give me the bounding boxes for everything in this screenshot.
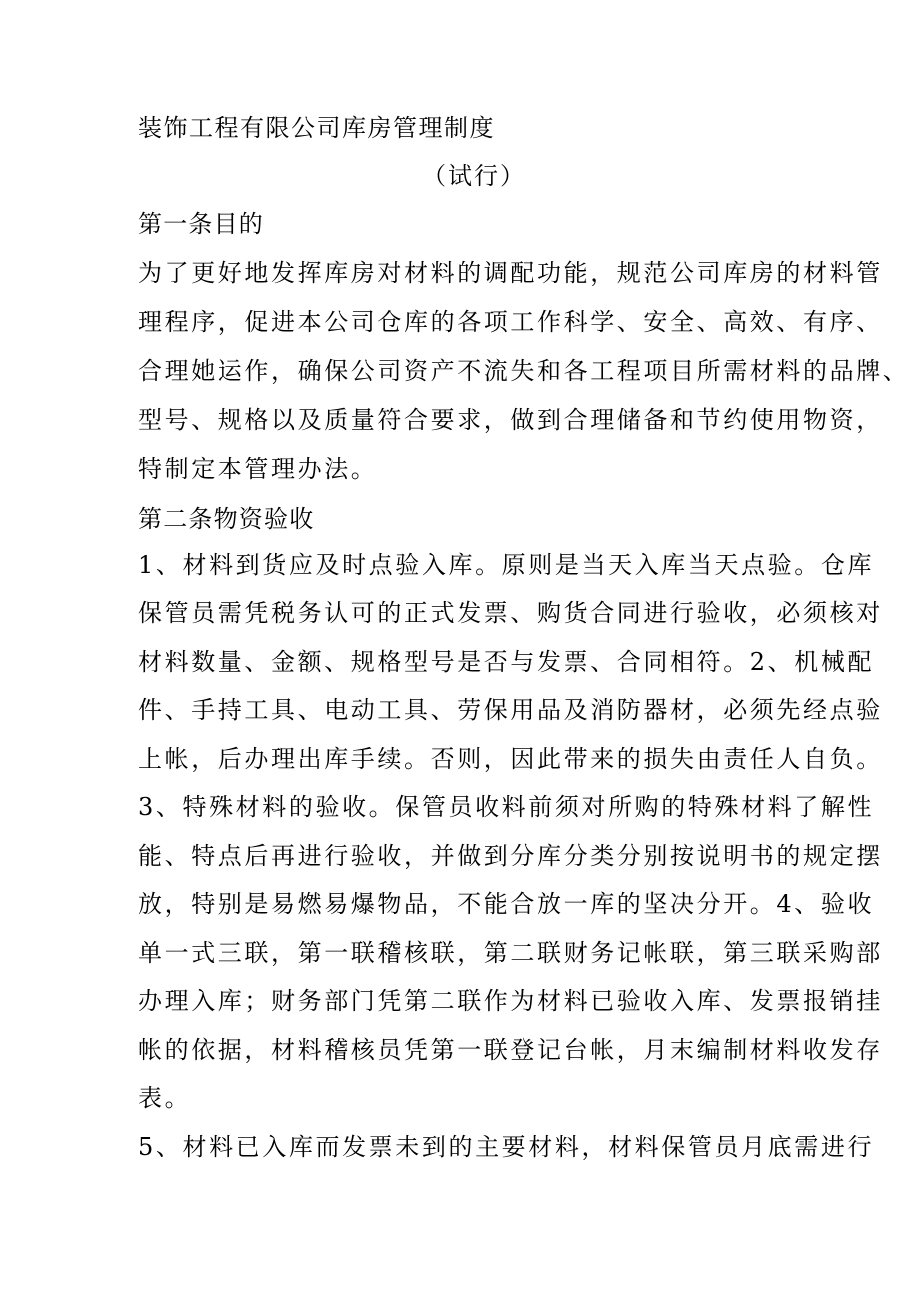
paragraph-line: 型号、规格以及质量符合要求，做到合理储备和节约使用物资， xyxy=(138,406,883,434)
paragraph-line: 办理入库；财务部门凭第二联作为材料已验收入库、发票报销挂 xyxy=(138,987,883,1015)
paragraph-line: 3、特殊材料的验收。保管员收料前须对所购的特殊材料了解性 xyxy=(138,793,875,821)
paragraph-line: 保管员需凭税务认可的正式发票、购货合同进行验收，必须核对 xyxy=(138,599,883,627)
paragraph-line: 特制定本管理办法。 xyxy=(138,455,378,483)
paragraph-line: 上帐，后办理出库手续。否则，因此带来的损失由责任人自负。 xyxy=(138,745,883,773)
section-heading-purpose: 第一条目的 xyxy=(138,210,264,238)
paragraph-line: 放，特别是易燃易爆物品，不能合放一库的坚决分开。4、验收 xyxy=(138,890,875,918)
paragraph-line: 帐的依据，材料稽核员凭第一联登记台帐，月末编制材料收发存 xyxy=(138,1036,883,1064)
paragraph-line: 件、手持工具、电动工具、劳保用品及消防器材，必须先经点验 xyxy=(138,696,883,724)
document-title: 装饰工程有限公司库房管理制度 xyxy=(138,114,495,142)
paragraph-line: 材料数量、金额、规格型号是否与发票、合同相符。2、机械配 xyxy=(138,648,875,676)
paragraph-line: 为了更好地发挥库房对材料的调配功能，规范公司库房的材料管 xyxy=(138,259,883,287)
document-subtitle: （试行） xyxy=(422,162,526,190)
paragraph-line: 合理她运作，确保公司资产不流失和各工程项目所需材料的品牌、 xyxy=(138,357,910,385)
paragraph-line: 能、特点后再进行验收，并做到分库分类分别按说明书的规定摆 xyxy=(138,842,883,870)
paragraph-line: 理程序，促进本公司仓库的各项工作科学、安全、高效、有序、 xyxy=(138,308,883,336)
paragraph-line: 单一式三联，第一联稽核联，第二联财务记帐联，第三联采购部 xyxy=(138,939,883,967)
paragraph-line: 表。 xyxy=(138,1084,192,1112)
section-heading-acceptance: 第二条物资验收 xyxy=(138,505,315,533)
paragraph-line: 1、材料到货应及时点验入库。原则是当天入库当天点验。仓库 xyxy=(138,551,875,579)
paragraph-line: 5、材料已入库而发票未到的主要材料，材料保管员月底需进行 xyxy=(138,1133,875,1161)
